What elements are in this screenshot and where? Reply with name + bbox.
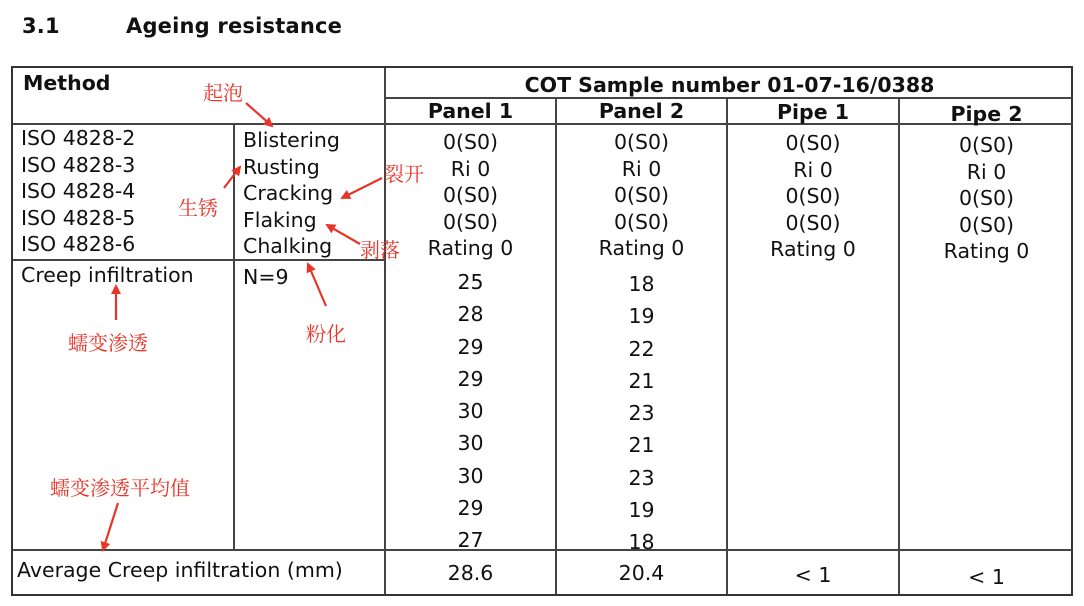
rating-cell: Ri 0 [450, 156, 491, 181]
creep-value: 21 [628, 368, 655, 393]
annotation-average: 蠕变渗透平均值 [50, 476, 190, 500]
creep-value: 29 [457, 366, 484, 391]
col-header-pipe1: Pipe 1 [776, 100, 850, 124]
method-iso-4828-4: ISO 4828-4 [21, 179, 136, 203]
creep-value: 27 [457, 528, 484, 553]
ratings-panel1 [386, 129, 555, 262]
annotation-creep: 蠕变渗透 [68, 331, 148, 355]
annotation-chalking: 粉化 [306, 322, 346, 346]
sample-group-header: COT Sample number 01-07-16/0388 [524, 73, 935, 97]
ratings-panel2 [557, 129, 726, 262]
creep-value: 23 [628, 401, 655, 426]
rating-cell: 0(S0) [442, 130, 499, 154]
creep-value: 29 [457, 334, 484, 359]
method-iso-4828-3: ISO 4828-3 [21, 152, 136, 177]
property-flaking: Flaking [243, 207, 317, 232]
creep-value: 19 [628, 304, 655, 329]
annotation-flaking: 剥落 [360, 238, 400, 262]
divider-v-property [233, 124, 235, 550]
creep-value: 23 [628, 465, 655, 490]
col-header-pipe2: Pipe 2 [950, 102, 1023, 126]
col-header-panel2: Panel 2 [598, 99, 685, 123]
rating-cell: 0(S0) [442, 209, 499, 234]
method-iso-4828-2: ISO 4828-2 [21, 126, 136, 150]
section-heading [22, 14, 342, 38]
creep-value: 29 [457, 496, 484, 521]
average-pipe1: < 1 [794, 563, 832, 587]
annotation-rusting: 生锈 [178, 196, 218, 220]
creep-value: 28 [457, 302, 484, 327]
property-chalking: Chalking [243, 234, 333, 258]
method-header: Method [23, 71, 111, 95]
creep-value: 18 [628, 530, 655, 555]
ratings-pipe1 [728, 130, 898, 263]
creep-value: 18 [628, 272, 655, 296]
rating-cell: 0(S0) [613, 130, 670, 154]
creep-values-panel2 [557, 268, 726, 559]
method-iso-4828-6: ISO 4828-6 [21, 232, 136, 256]
creep-values-panel1 [386, 266, 555, 557]
rating-cell: 0(S0) [785, 131, 841, 155]
creep-value: 30 [457, 463, 484, 488]
property-blistering: Blistering [243, 128, 340, 152]
property-list [243, 127, 340, 260]
method-list [21, 125, 135, 258]
average-pipe2: < 1 [968, 565, 1005, 589]
rating-cell: 0(S0) [958, 186, 1015, 210]
rating-cell: Ri 0 [793, 157, 833, 182]
creep-value: 30 [457, 431, 484, 456]
section-number: 3.1 [22, 14, 60, 38]
rating-cell: Ri 0 [621, 156, 662, 181]
rating-cell: 0(S0) [958, 133, 1015, 157]
average-creep-label: Average Creep infiltration (mm) [17, 558, 343, 582]
creep-value: 22 [628, 336, 655, 361]
rating-cell: 0(S0) [442, 183, 499, 207]
col-header-panel1: Panel 1 [427, 99, 514, 123]
average-panel2: 20.4 [618, 561, 665, 585]
property-cracking: Cracking [243, 181, 334, 205]
creep-value: 21 [628, 433, 655, 458]
sample-count: N=9 [243, 265, 289, 289]
creep-infiltration-label: Creep infiltration [21, 263, 194, 287]
method-iso-4828-5: ISO 4828-5 [21, 205, 136, 230]
rating-cell: 0(S0) [958, 212, 1015, 237]
ageing-resistance-table [11, 66, 1073, 596]
ratings-pipe2 [900, 132, 1073, 265]
rating-cell: 0(S0) [785, 184, 841, 208]
rating-cell: 0(S0) [613, 209, 670, 234]
rating-cell: 0(S0) [785, 210, 841, 235]
section-title: Ageing resistance [126, 14, 343, 38]
rating-cell: Rating 0 [427, 236, 514, 260]
rating-cell: 0(S0) [613, 183, 670, 207]
rating-cell: Rating 0 [943, 239, 1030, 263]
annotation-blistering: 起泡 [203, 81, 243, 105]
creep-value: 25 [457, 270, 484, 294]
rating-cell: Rating 0 [770, 237, 856, 261]
rating-cell: Ri 0 [966, 159, 1007, 184]
property-rusting: Rusting [243, 154, 320, 179]
annotation-cracking: 裂开 [384, 162, 424, 186]
average-panel1: 28.6 [447, 561, 494, 585]
rating-cell: Rating 0 [598, 236, 685, 260]
creep-value: 30 [457, 399, 484, 424]
creep-value: 19 [628, 498, 655, 523]
